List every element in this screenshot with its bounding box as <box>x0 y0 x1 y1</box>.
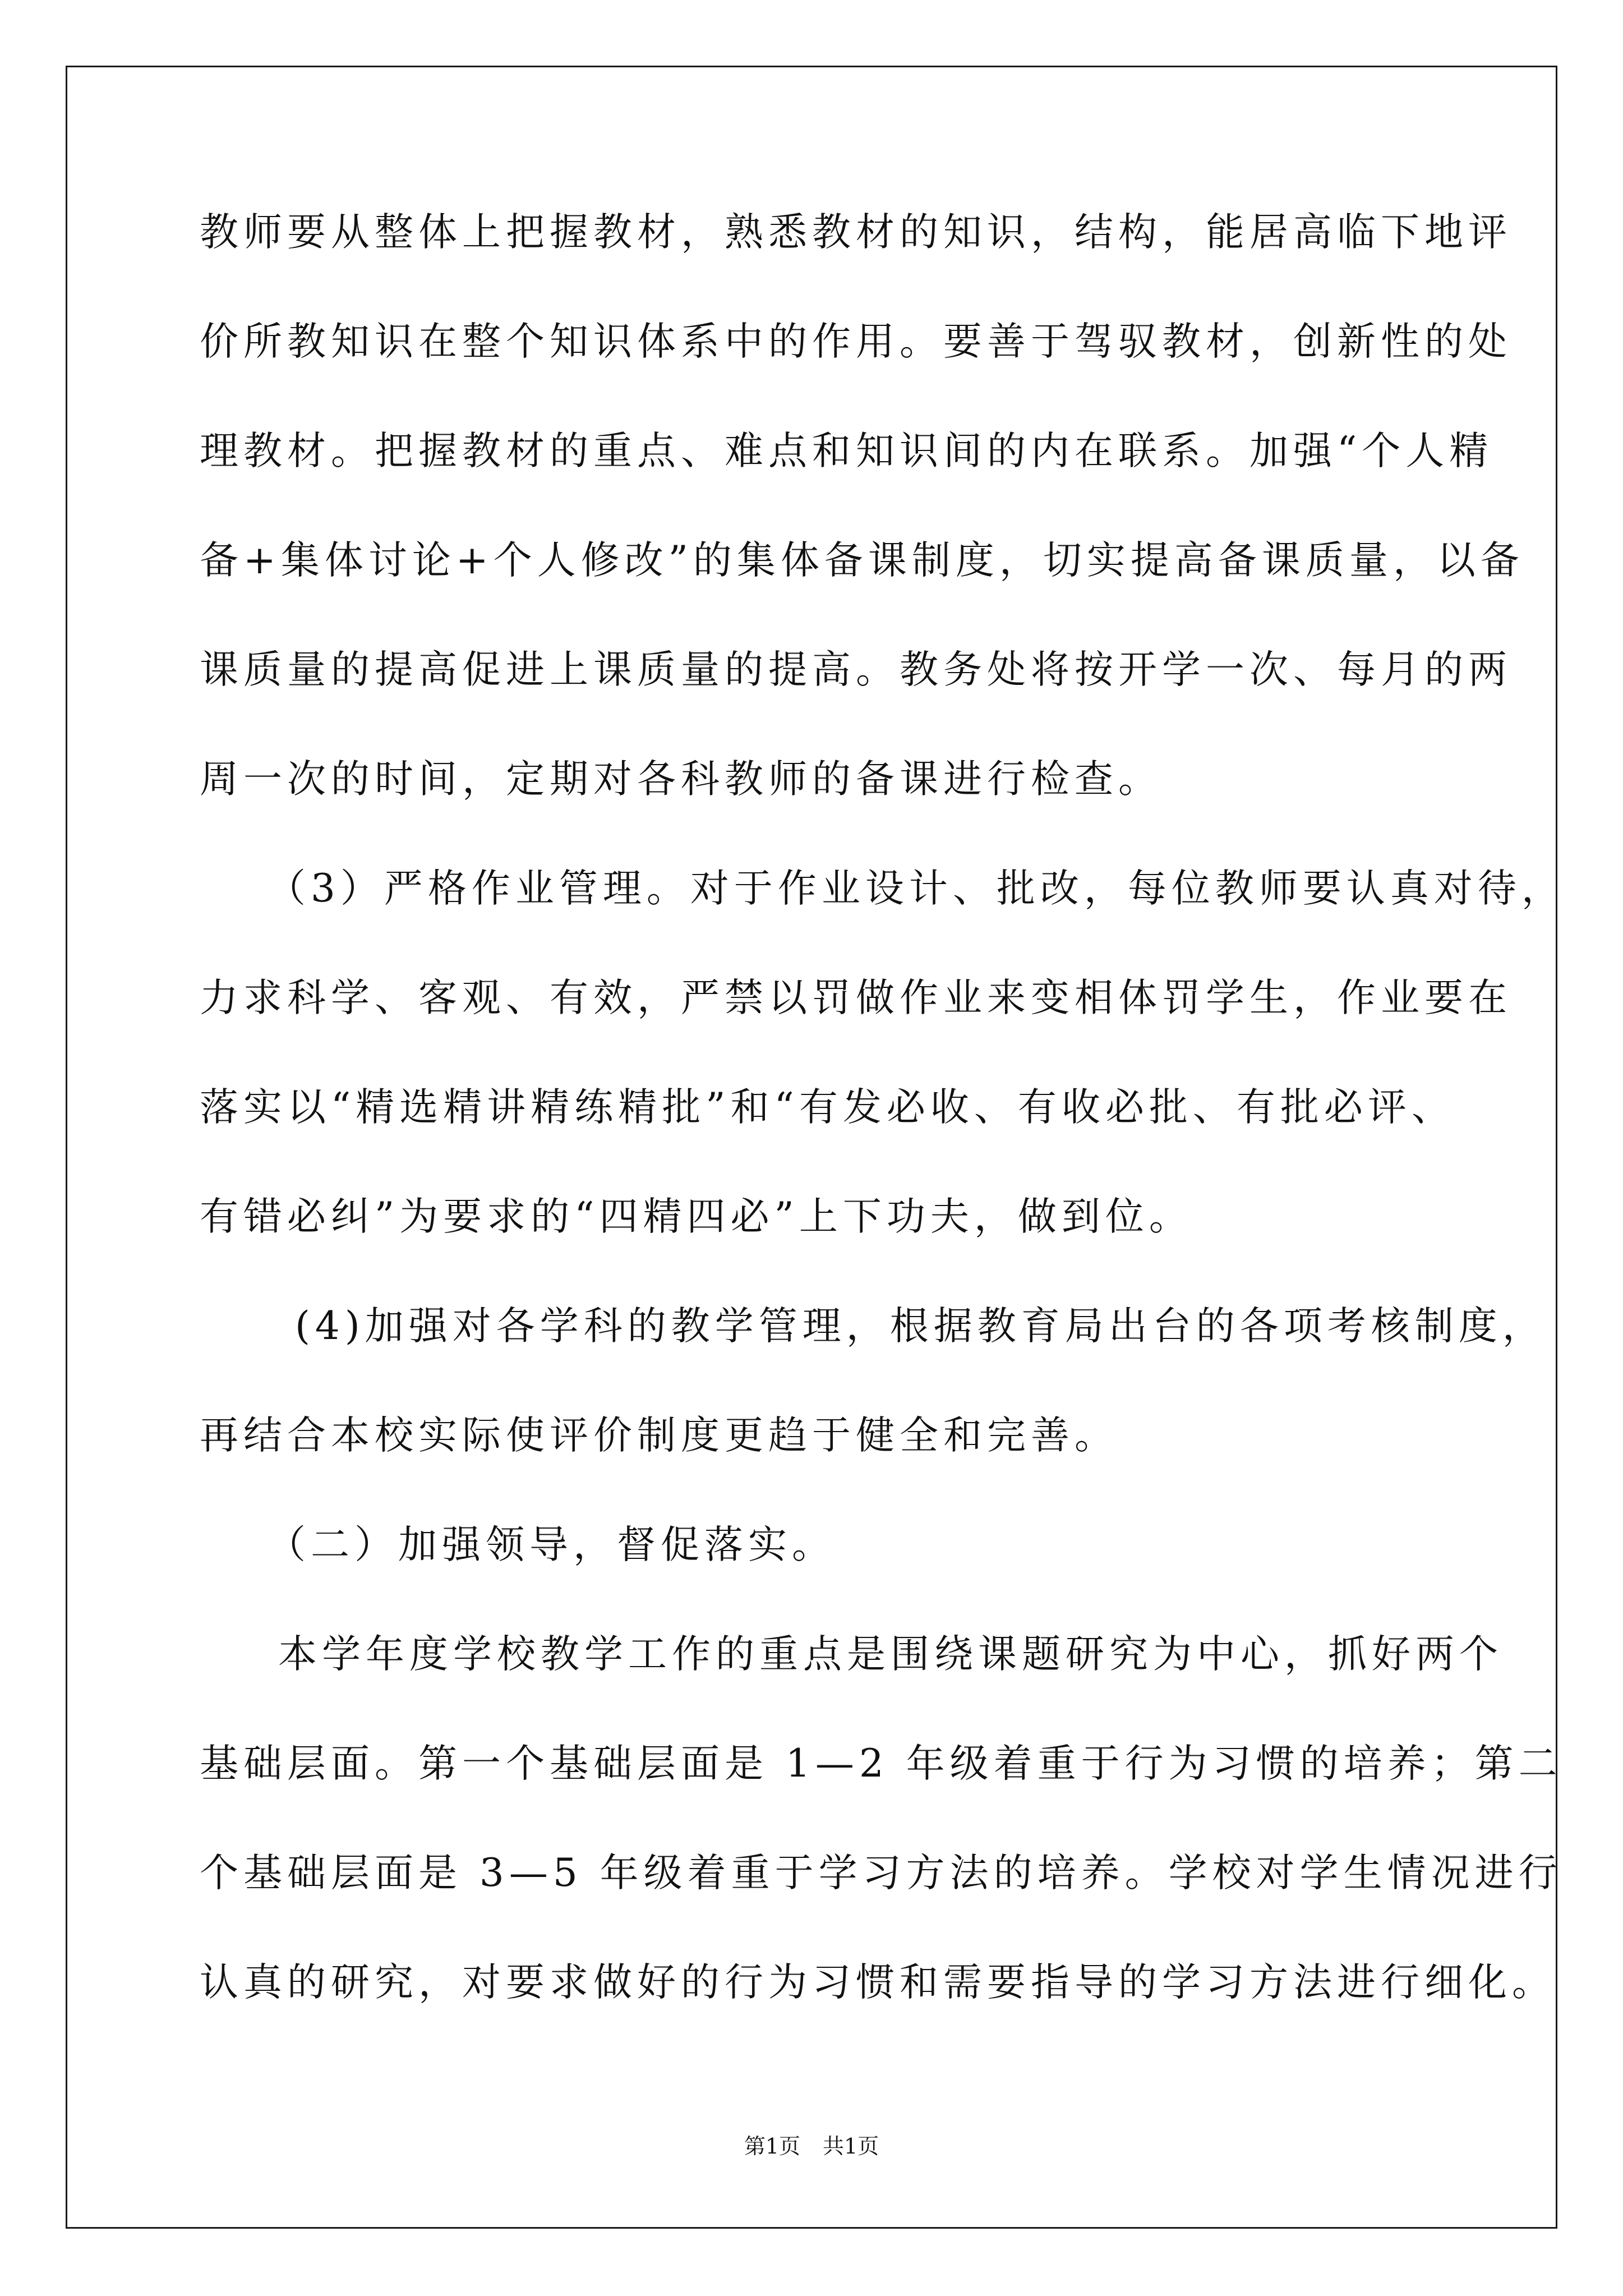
text-line: 落实以“精选精讲精练精批”和“有发必收、有收必批、有批必评、 <box>200 1085 1455 1130</box>
paragraph-item-4: (4)加强对各学科的教学管理，根据教育局出台的各项考核制度， <box>295 1304 1546 1349</box>
text-line: 个基础层面是 3—5 年级着重于学习方法的培养。学校对学生情况进行 <box>200 1851 1562 1895</box>
text-line: 周一次的时间，定期对各科教师的备课进行检查。 <box>200 757 1162 802</box>
page-footer <box>0 2129 1623 2160</box>
text-line: 认真的研究，对要求做好的行为习惯和需要指导的学习方法进行细化。 <box>200 1960 1556 2005</box>
page-total: 共1页 <box>823 2134 879 2159</box>
page-border <box>66 66 1557 2229</box>
paragraph-start: 本学年度学校教学工作的重点是围绕课题研究为中心，抓好两个 <box>278 1632 1503 1677</box>
text-line: 教师要从整体上把握教材，熟悉教材的知识，结构，能居高临下地评 <box>200 210 1512 255</box>
text-line: 力求科学、客观、有效，严禁以罚做作业来变相体罚学生，作业要在 <box>200 976 1512 1020</box>
text-line: 理教材。把握教材的重点、难点和知识间的内在联系。加强“个人精 <box>200 429 1493 473</box>
text-line: 课质量的提高促进上课质量的提高。教务处将按开学一次、每月的两 <box>200 647 1512 692</box>
text-line: 有错必纠”为要求的“四精四必”上下功夫，做到位。 <box>200 1194 1193 1239</box>
text-line: 再结合本校实际使评价制度更趋于健全和完善。 <box>200 1413 1118 1458</box>
paragraph-item-3: （3）严格作业管理。对于作业设计、批改，每位教师要认真对待， <box>267 866 1565 911</box>
section-heading: （二）加强领导，督促落实。 <box>267 1522 836 1567</box>
text-line: 基础层面。第一个基础层面是 1—2 年级着重于行为习惯的培养；第二 <box>200 1741 1562 1786</box>
text-line: 价所教知识在整个知识体系中的作用。要善于驾驭教材，创新性的处 <box>200 319 1512 364</box>
text-line: 备+集体讨论+个人修改”的集体备课制度，切实提高备课质量，以备 <box>200 538 1524 583</box>
page-number: 第1页 <box>744 2134 800 2159</box>
